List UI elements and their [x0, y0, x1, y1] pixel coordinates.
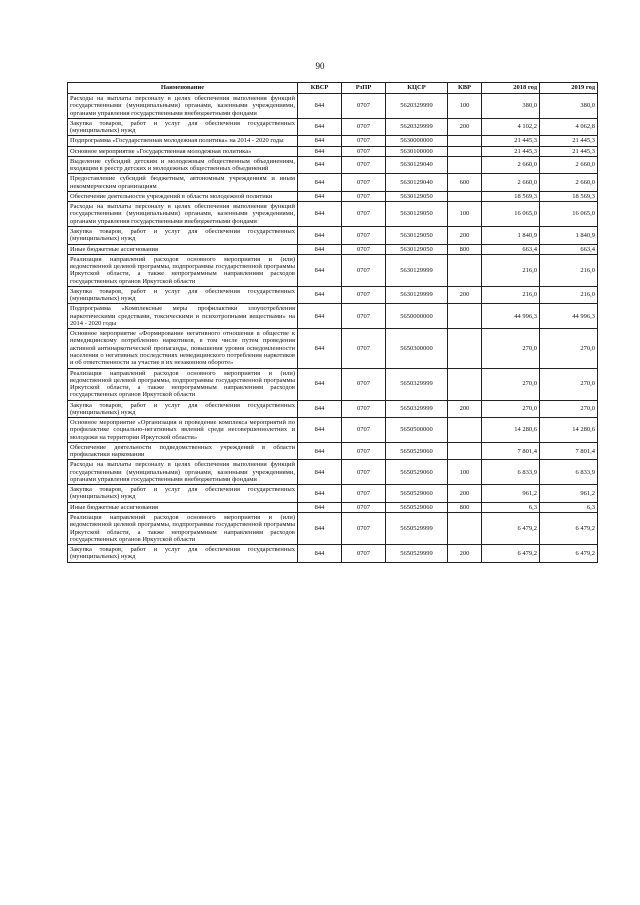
cell-kvr: 100 — [448, 460, 482, 485]
table-row — [68, 460, 598, 485]
cell-2018: 270,0 — [482, 400, 540, 418]
cell-kcsr: 5630129050 — [386, 202, 448, 227]
header-kvsr: КВСР — [298, 83, 342, 94]
cell-rzpr: 0707 — [342, 286, 386, 304]
cell-name: Закупка товаров, работ и услуг для обеспечения государственных (муниципальных) нужд — [68, 545, 298, 563]
cell-2018: 2 660,0 — [482, 156, 540, 174]
cell-rzpr: 0707 — [342, 400, 386, 418]
cell-kvsr: 844 — [298, 485, 342, 503]
cell-kvsr: 844 — [298, 460, 342, 485]
cell-kvr — [448, 442, 482, 460]
cell-kvsr: 844 — [298, 254, 342, 286]
table-row — [68, 442, 598, 460]
cell-2018: 216,0 — [482, 254, 540, 286]
cell-2019: 961,2 — [540, 485, 598, 503]
cell-name: Иные бюджетные ассигнования — [68, 244, 298, 254]
cell-kvr: 100 — [448, 202, 482, 227]
cell-name: Иные бюджетные ассигнования — [68, 502, 298, 512]
budget-table — [67, 82, 598, 563]
cell-kvsr: 844 — [298, 118, 342, 136]
cell-kvsr: 844 — [298, 545, 342, 563]
cell-kcsr: 5650329999 — [386, 400, 448, 418]
cell-kcsr: 5620329999 — [386, 118, 448, 136]
cell-2018: 663,4 — [482, 244, 540, 254]
cell-kvr — [448, 191, 482, 201]
table-row — [68, 191, 598, 201]
cell-name: Реализация направлений расходов основного мероприятия и (или) ведомственной целевой программы, подпрограммы государственной программы Иркутской области, а также непрограммным направлениям расходов государственных органов Иркутской области — [68, 513, 298, 545]
cell-rzpr: 0707 — [342, 485, 386, 503]
cell-kvsr: 844 — [298, 94, 342, 119]
cell-2019: 44 996,3 — [540, 304, 598, 329]
cell-kvr: 200 — [448, 545, 482, 563]
cell-2018: 380,0 — [482, 94, 540, 119]
cell-kvsr: 844 — [298, 368, 342, 400]
table-row — [68, 545, 598, 563]
cell-rzpr: 0707 — [342, 545, 386, 563]
cell-2018: 6 479,2 — [482, 545, 540, 563]
cell-name: Реализация направлений расходов основного мероприятия и (или) ведомственной целевой программы, подпрограммы государственной программы Иркутской области, а также непрограммным направлениям расходов государственных органов Иркутской области — [68, 368, 298, 400]
cell-name: Расходы на выплаты персоналу в целях обеспечения выполнения функций государственными (муниципальными) органами, казенными учреждениями, органами управления государственными внебюджетными фондами — [68, 202, 298, 227]
cell-2019: 16 065,0 — [540, 202, 598, 227]
cell-kcsr: 5630129050 — [386, 226, 448, 244]
cell-name: Основное мероприятие «Организация и проведение комплекса мероприятий по профилактике социально-негативных явлений среди несовершеннолетних и молодежи на территории Иркутской области» — [68, 418, 298, 443]
cell-2019: 18 569,3 — [540, 191, 598, 201]
cell-kvsr: 844 — [298, 174, 342, 192]
page-number: 90 — [315, 61, 325, 71]
cell-2019: 216,0 — [540, 286, 598, 304]
cell-name: Подпрограмма «Комплексные меры профилактики злоупотребления наркотическими средствами, токсическими и психотропными веществами» на 2014 - 2020 годы — [68, 304, 298, 329]
table-row — [68, 329, 598, 368]
cell-2019: 380,0 — [540, 94, 598, 119]
cell-2018: 2 660,0 — [482, 174, 540, 192]
cell-kcsr: 5650500000 — [386, 418, 448, 443]
cell-kvsr: 844 — [298, 136, 342, 146]
cell-rzpr: 0707 — [342, 174, 386, 192]
cell-kcsr: 5630000000 — [386, 136, 448, 146]
table-row — [68, 136, 598, 146]
cell-kvr: 200 — [448, 485, 482, 503]
cell-kvr: 200 — [448, 400, 482, 418]
cell-kvr — [448, 329, 482, 368]
cell-kvsr: 844 — [298, 226, 342, 244]
header-2019: 2019 год — [540, 83, 598, 94]
cell-rzpr: 0707 — [342, 146, 386, 156]
cell-kcsr: 5630129999 — [386, 254, 448, 286]
cell-2018: 18 569,3 — [482, 191, 540, 201]
cell-rzpr: 0707 — [342, 136, 386, 146]
cell-rzpr: 0707 — [342, 156, 386, 174]
cell-name: Расходы на выплаты персоналу в целях обеспечения выполнения функций государственными (муниципальными) органами, казенными учреждениями, органами управления государственными внебюджетными фондами — [68, 460, 298, 485]
cell-kcsr: 5650300000 — [386, 329, 448, 368]
cell-rzpr: 0707 — [342, 118, 386, 136]
cell-kvr: 800 — [448, 502, 482, 512]
cell-kcsr: 5650329999 — [386, 368, 448, 400]
cell-kvsr: 844 — [298, 304, 342, 329]
table-row — [68, 202, 598, 227]
cell-kcsr: 5650529999 — [386, 545, 448, 563]
cell-kvr: 600 — [448, 174, 482, 192]
cell-kvsr: 844 — [298, 202, 342, 227]
cell-kcsr: 5630129040 — [386, 156, 448, 174]
cell-2019: 6 479,2 — [540, 513, 598, 545]
table-row — [68, 513, 598, 545]
cell-2018: 270,0 — [482, 329, 540, 368]
cell-name: Обеспечение деятельности учреждений в области молодежной политики — [68, 191, 298, 201]
cell-kvr: 100 — [448, 94, 482, 119]
cell-name: Выделение субсидий детским и молодежным общественным объединениям, входящим в реестр детских и молодежных общественных объединений — [68, 156, 298, 174]
cell-name: Закупка товаров, работ и услуг для обеспечения государственных (муниципальных) нужд — [68, 118, 298, 136]
table-row — [68, 418, 598, 443]
cell-kcsr: 5620329999 — [386, 94, 448, 119]
cell-kvsr: 844 — [298, 146, 342, 156]
cell-2019: 270,0 — [540, 400, 598, 418]
cell-2019: 2 660,0 — [540, 156, 598, 174]
table-row — [68, 146, 598, 156]
header-kcsr: КЦСР — [386, 83, 448, 94]
header-2018: 2018 год — [482, 83, 540, 94]
cell-name: Закупка товаров, работ и услуг для обеспечения государственных (муниципальных) нужд — [68, 400, 298, 418]
cell-kvsr: 844 — [298, 191, 342, 201]
cell-2018: 44 996,3 — [482, 304, 540, 329]
cell-name: Закупка товаров, работ и услуг для обеспечения государственных (муниципальных) нужд — [68, 226, 298, 244]
cell-2019: 270,0 — [540, 368, 598, 400]
cell-rzpr: 0707 — [342, 244, 386, 254]
cell-2018: 4 102,2 — [482, 118, 540, 136]
cell-name: Предоставление субсидий бюджетным, автономным учреждениям и иным некоммерческим организациям — [68, 174, 298, 192]
table-row — [68, 400, 598, 418]
cell-kvsr: 844 — [298, 329, 342, 368]
cell-kvr — [448, 513, 482, 545]
cell-rzpr: 0707 — [342, 513, 386, 545]
cell-kvsr: 844 — [298, 513, 342, 545]
cell-rzpr: 0707 — [342, 226, 386, 244]
cell-2019: 6 479,2 — [540, 545, 598, 563]
table-row — [68, 286, 598, 304]
cell-kcsr: 5650529060 — [386, 485, 448, 503]
cell-2018: 21 445,3 — [482, 136, 540, 146]
cell-kvr — [448, 304, 482, 329]
table-row — [68, 226, 598, 244]
table-row — [68, 254, 598, 286]
cell-kvsr: 844 — [298, 442, 342, 460]
table-row — [68, 368, 598, 400]
cell-rzpr: 0707 — [342, 329, 386, 368]
cell-kvsr: 844 — [298, 502, 342, 512]
cell-kvr — [448, 146, 482, 156]
cell-2019: 14 280,6 — [540, 418, 598, 443]
cell-rzpr: 0707 — [342, 304, 386, 329]
cell-2018: 270,0 — [482, 368, 540, 400]
cell-kvsr: 844 — [298, 418, 342, 443]
cell-2019: 663,4 — [540, 244, 598, 254]
cell-2018: 216,0 — [482, 286, 540, 304]
header-name: Наименование — [68, 83, 298, 94]
cell-2019: 6,3 — [540, 502, 598, 512]
cell-kcsr: 5630129040 — [386, 174, 448, 192]
cell-2019: 4 062,8 — [540, 118, 598, 136]
cell-rzpr: 0707 — [342, 368, 386, 400]
cell-2018: 14 280,6 — [482, 418, 540, 443]
cell-kcsr: 5630100000 — [386, 146, 448, 156]
cell-rzpr: 0707 — [342, 191, 386, 201]
cell-name: Основное мероприятие «Формирование негативного отношения в обществе к немедицинскому потреблению наркотиков, в том числе путем проведения активной антинаркотической пропаганды, повышения уровня осведомленности населения о негативных последствиях немедицинского потребления наркотиков и об ответственности за участие в их незаконном обороте» — [68, 329, 298, 368]
cell-name: Основное мероприятие «Государственная молодежная политика» — [68, 146, 298, 156]
table-body — [68, 94, 598, 563]
cell-2018: 16 065,0 — [482, 202, 540, 227]
cell-kcsr: 5630129050 — [386, 244, 448, 254]
cell-2018: 21 445,3 — [482, 146, 540, 156]
cell-kvr — [448, 136, 482, 146]
cell-2019: 21 445,3 — [540, 146, 598, 156]
cell-name: Закупка товаров, работ и услуг для обеспечения государственных (муниципальных) нужд — [68, 286, 298, 304]
cell-2019: 21 445,3 — [540, 136, 598, 146]
cell-rzpr: 0707 — [342, 418, 386, 443]
cell-kcsr: 5650000000 — [386, 304, 448, 329]
cell-name: Расходы на выплаты персоналу в целях обеспечения выполнения функций государственными (муниципальными) органами, казенными учреждениями, органами управления государственными внебюджетными фондами — [68, 94, 298, 119]
cell-2019: 216,0 — [540, 254, 598, 286]
cell-2018: 1 840,9 — [482, 226, 540, 244]
table-header-row — [68, 83, 598, 94]
table-row — [68, 156, 598, 174]
table-row — [68, 174, 598, 192]
cell-rzpr: 0707 — [342, 202, 386, 227]
cell-kvr — [448, 156, 482, 174]
table-row — [68, 118, 598, 136]
cell-rzpr: 0707 — [342, 460, 386, 485]
cell-kvr — [448, 254, 482, 286]
cell-kvsr: 844 — [298, 156, 342, 174]
cell-2019: 1 840,9 — [540, 226, 598, 244]
cell-rzpr: 0707 — [342, 94, 386, 119]
cell-rzpr: 0707 — [342, 502, 386, 512]
cell-kvr: 200 — [448, 226, 482, 244]
cell-name: Закупка товаров, работ и услуг для обеспечения государственных (муниципальных) нужд — [68, 485, 298, 503]
cell-kcsr: 5630129050 — [386, 191, 448, 201]
table-row — [68, 502, 598, 512]
cell-name: Реализация направлений расходов основного мероприятия и (или) ведомственной целевой программы, подпрограммы государственной программы Иркутской области, а также непрограммным направлениям расходов государственных органов Иркутской области — [68, 254, 298, 286]
header-kvr: КВР — [448, 83, 482, 94]
cell-kvr: 200 — [448, 286, 482, 304]
cell-2018: 6 833,9 — [482, 460, 540, 485]
cell-2018: 6,3 — [482, 502, 540, 512]
cell-2019: 2 660,0 — [540, 174, 598, 192]
cell-rzpr: 0707 — [342, 254, 386, 286]
cell-name: Обеспечение деятельности подведомственных учреждений в области профилактики наркомании — [68, 442, 298, 460]
cell-rzpr: 0707 — [342, 442, 386, 460]
cell-2019: 270,0 — [540, 329, 598, 368]
cell-kvsr: 844 — [298, 244, 342, 254]
cell-kcsr: 5650529999 — [386, 513, 448, 545]
cell-kvr — [448, 368, 482, 400]
table-row — [68, 94, 598, 119]
cell-2019: 7 801,4 — [540, 442, 598, 460]
cell-2019: 6 833,9 — [540, 460, 598, 485]
cell-kvr: 800 — [448, 244, 482, 254]
cell-2018: 7 801,4 — [482, 442, 540, 460]
table-row — [68, 304, 598, 329]
header-rzpr: РзПР — [342, 83, 386, 94]
cell-kcsr: 5650529060 — [386, 502, 448, 512]
cell-kvsr: 844 — [298, 400, 342, 418]
cell-name: Подпрограмма «Государственная молодежная политика» на 2014 - 2020 годы — [68, 136, 298, 146]
cell-kcsr: 5650529060 — [386, 460, 448, 485]
table-row — [68, 244, 598, 254]
cell-kcsr: 5630129999 — [386, 286, 448, 304]
cell-kcsr: 5650529060 — [386, 442, 448, 460]
cell-kvr — [448, 418, 482, 443]
cell-2018: 6 479,2 — [482, 513, 540, 545]
cell-kvr: 200 — [448, 118, 482, 136]
table-row — [68, 485, 598, 503]
cell-kvsr: 844 — [298, 286, 342, 304]
cell-2018: 961,2 — [482, 485, 540, 503]
